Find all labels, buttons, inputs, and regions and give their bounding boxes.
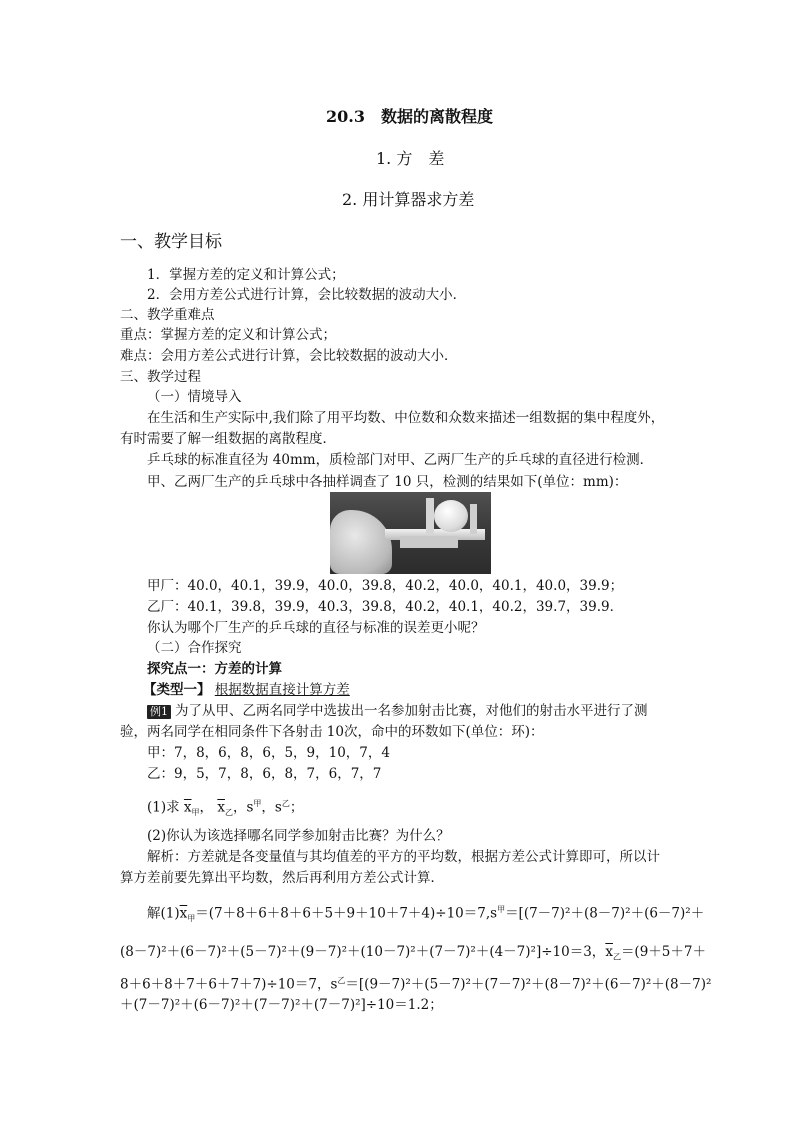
solution-line4: ＋(7－7)²＋(6－7)²＋(7－7)²＋(7－7)²]÷10＝1.2； bbox=[120, 997, 443, 1013]
sol-mean-yi-sub: 乙 bbox=[612, 952, 621, 962]
example-badge: 例1 bbox=[147, 705, 171, 719]
solution-line3-body: 8＋6＋8＋7＋6＋7＋7)÷10＝7，s bbox=[120, 976, 338, 993]
key-point: 重点：掌握方差的定义和计算公式； bbox=[120, 327, 336, 343]
subsection-title-calculator: 2. 用计算器求方差 bbox=[342, 190, 475, 209]
mean-jia: $\overline{x}$ bbox=[183, 799, 192, 816]
goal-item-2: 2．会用方差公式进行计算，会比较数据的波动大小． bbox=[147, 287, 467, 303]
solution-line2-end: ＝(9＋5＋7＋ bbox=[620, 944, 706, 960]
sol-var-jia-sup: 甲 bbox=[497, 905, 506, 914]
paragraph-intro-line1: 在生活和生产实际中,我们除了用平均数、中位数和众数来描述一组数据的集中程度外， bbox=[147, 410, 665, 426]
solution-line2-body: (8－7)²＋(6－7)²＋(5－7)²＋(9－7)²＋(10－7)²＋(7－7)²＋(4－7)²]÷10＝3， bbox=[120, 944, 606, 960]
shooter-jia-scores: 甲：7，8，6，8，6，5，9，10，7，4 bbox=[147, 745, 390, 761]
solution-line1-end: ＝[(7－7)²＋(8－7)²＋(6－7)²＋ bbox=[505, 905, 705, 922]
solution-line1 bbox=[147, 901, 704, 928]
solution-prefix: 解(1) bbox=[147, 905, 180, 922]
exploration-point-1: 探究点一：方差的计算 bbox=[147, 661, 282, 677]
solution-line3-end: ＝[(9－7)²＋(5－7)²＋(7－7)²＋(8－7)²＋(6－7)²＋(8－7)² bbox=[345, 976, 712, 993]
type-1-title: 根据数据直接计算方差 bbox=[214, 682, 350, 698]
solution-line2 bbox=[120, 943, 706, 967]
section-title: 20.3 数据的离散程度 bbox=[326, 107, 493, 126]
mean-yi-sub: 乙 bbox=[224, 808, 233, 818]
type-1-tag: 【类型一】 bbox=[143, 682, 211, 698]
shooter-yi-scores: 乙：9，5，7，8，6，8，7，6，7，7 bbox=[147, 766, 382, 782]
analysis-line1: 解析：方差就是各变量值与其均值差的平方的平均数，根据方差公式计算即可，所以计 bbox=[147, 849, 660, 865]
mean-jia-sub: 甲 bbox=[191, 808, 200, 818]
difficult-point: 难点：会用方差公式进行计算，会比较数据的波动大小． bbox=[120, 348, 458, 364]
question-smaller-error: 你认为哪个厂生产的乒乓球的直径与标准的误差更小呢？ bbox=[147, 620, 485, 636]
heading-teaching-process: 三、教学过程 bbox=[120, 369, 201, 385]
caliper-photo bbox=[330, 492, 491, 574]
sol-mean-yi: $\overline{x}$ bbox=[605, 944, 613, 960]
goal-item-1: 1．掌握方差的定义和计算公式； bbox=[147, 267, 345, 283]
example-1-line1 bbox=[147, 702, 648, 720]
heading-teaching-goals: 一、教学目标 bbox=[120, 232, 222, 252]
heading-key-points: 二、教学重难点 bbox=[120, 307, 215, 323]
question-2: (2)你认为该选择哪名同学参加射击比赛？为什么？ bbox=[147, 828, 450, 844]
part-scenario-intro: （一）情境导入 bbox=[147, 389, 242, 405]
paragraph-standard-diameter: 乒乓球的标准直径为 40mm，质检部门对甲、乙两厂生产的乒乓球的直径进行检测． bbox=[147, 452, 654, 468]
solution-line3 bbox=[120, 972, 711, 994]
question-1: (1)求 $\overline{x}_甲$， $\overline{x}_乙$，$s^甲$，$s^乙$； bbox=[147, 799, 304, 818]
factory-b-data: 乙厂：40.1，39.8，39.9，40.3，39.8，40.2，40.1，40.2，39.7，39.9． bbox=[147, 599, 624, 615]
sol-mean-jia-sub: 甲 bbox=[187, 914, 196, 924]
sol-var-yi-sup: 乙 bbox=[337, 976, 346, 985]
factory-a-data: 甲厂：40.0，40.1，39.9，40.0，39.8，40.2，40.0，40.1，40.0，39.9； bbox=[147, 578, 624, 594]
sol-mean-jia: $\overline{x}$ bbox=[179, 905, 188, 922]
subsection-title-variance: 1. 方 差 bbox=[376, 149, 445, 168]
var-jia-sup: 甲 bbox=[253, 799, 262, 808]
paragraph-sampling: 甲、乙两厂生产的乒乓球中各抽样调查了 10 只，检测的结果如下(单位：mm)： bbox=[147, 474, 628, 490]
var-yi-sup: 乙 bbox=[281, 799, 290, 808]
mean-yi: $\overline{x}$ bbox=[217, 799, 225, 816]
solution-line1-body: ＝(7＋8＋6＋8＋6＋5＋9＋10＋7＋4)÷10＝7,s bbox=[195, 905, 498, 922]
type-1-heading bbox=[143, 681, 350, 699]
paragraph-intro-line2: 有时需要了解一组数据的离散程度． bbox=[120, 431, 336, 447]
example-1-line2: 验，两名同学在相同条件下各射击 10次，命中的环数如下(单位：环)： bbox=[120, 724, 544, 740]
analysis-line2: 算方差前要先算出平均数，然后再利用方差公式计算． bbox=[120, 870, 444, 886]
part-cooperative-exploration: （二）合作探究 bbox=[147, 640, 242, 656]
example-1-text-a: 为了从甲、乙两名同学中选拔出一名参加射击比赛，对他们的射击水平进行了测 bbox=[175, 703, 648, 719]
q1-prefix: (1)求 bbox=[147, 799, 180, 816]
